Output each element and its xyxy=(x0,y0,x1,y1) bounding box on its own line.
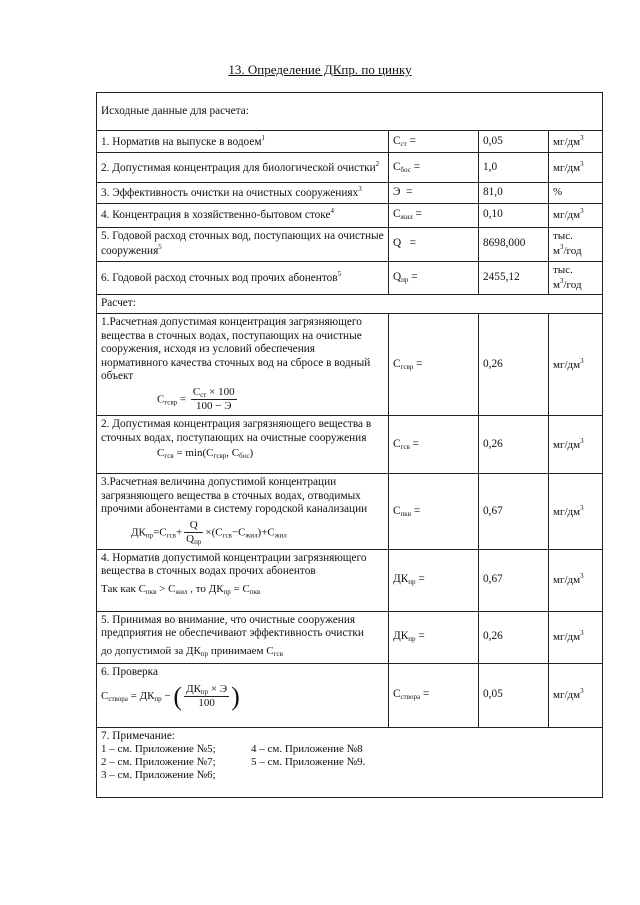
row-value: 0,10 xyxy=(479,203,549,227)
row-symbol: $С_{створа}$ = xyxy=(389,663,479,727)
formula: до допустимой за $ДК_{пр}$ принимаем $С_{гсв}$ xyxy=(101,644,283,658)
row-symbol: $С_{гсвр}$ = xyxy=(389,314,479,416)
row-symbol: $С_{жил}$ = xyxy=(389,203,479,227)
table-row xyxy=(97,416,603,474)
row-label: 1. Норматив на выпуске в водоем$^1$ xyxy=(97,131,389,153)
row-label: 6. Годовой расход сточных вод прочих абонентов$^5$ xyxy=(97,261,389,294)
row-symbol: $ДК_{пр}$ = xyxy=(389,611,479,663)
table-row xyxy=(97,203,603,227)
row-unit: $мг/дм^3$ xyxy=(549,153,603,183)
calc-text: 6. Проверка xyxy=(101,665,159,678)
table-row xyxy=(97,474,603,549)
table-row xyxy=(97,663,603,727)
note-item xyxy=(251,769,401,782)
row-label: 4. Концентрация в хозяйственно-бытовом стоке$^4$ xyxy=(97,203,389,227)
table-row xyxy=(97,183,603,204)
table-row xyxy=(97,314,603,416)
formula: $С_{гсвр}$ = $\frac{С_{ст} \times 100}{100 - Э}$ xyxy=(157,385,235,413)
row-value: 0,05 xyxy=(479,663,549,727)
row-symbol: $С_{ст}$ = xyxy=(389,131,479,153)
row-label: 2. Допустимая концентрация для биологической очистки$^2$ xyxy=(97,153,389,183)
row-symbol: $С_{гсв}$ = xyxy=(389,416,479,474)
input-header: Исходные данные для расчета: xyxy=(97,93,603,131)
note-item: 4 – см. Приложение №8 xyxy=(251,743,363,756)
calc-header: Расчет: xyxy=(97,295,603,314)
row-value: 0,26 xyxy=(479,416,549,474)
row-value: 8698,000 xyxy=(479,227,549,261)
row-unit: тыс. $м^3$/год xyxy=(549,261,603,294)
row-symbol: Q = xyxy=(389,227,479,261)
row-unit: $мг/дм^3$ xyxy=(549,314,603,416)
notes xyxy=(97,727,603,797)
page-title: 13. Определение ДКпр. по цинку xyxy=(228,62,412,77)
table-row xyxy=(97,549,603,611)
note-item: 5 – см. Приложение №9. xyxy=(251,756,366,769)
row-unit: $мг/дм^3$ xyxy=(549,474,603,549)
table-row xyxy=(97,153,603,183)
row-label xyxy=(97,474,389,549)
formula: Так как $С_{пкв} > С_{жил}$ , то $ДК_{пр} = С_{пкв}$ xyxy=(101,582,261,596)
row-label: 3. Эффективность очистки на очистных сооружениях$^3$ xyxy=(97,183,389,204)
calc-text: 5. Принимая во внимание, что очистные сооружения предприятия не обеспечивают эффективность очистки xyxy=(101,613,364,640)
table-row xyxy=(97,261,603,294)
row-unit: $мг/дм^3$ xyxy=(549,549,603,611)
row-unit: $мг/дм^3$ xyxy=(549,416,603,474)
table-row xyxy=(97,131,603,153)
calc-text: 2. Допустимая концентрация загрязняющего вещества в сточных водах, поступающих на очистные сооружения xyxy=(101,418,372,444)
row-symbol: Э = xyxy=(389,183,479,204)
formula: $ДК_{пр}=С_{гсв}+$ $\frac{Q}{Q_{пр}}$ $\times(С_{гсв}-С_{жил})+С_{жил}$ xyxy=(131,518,287,547)
input-header-row xyxy=(97,93,603,131)
row-value: 81,0 xyxy=(479,183,549,204)
row-label xyxy=(97,314,389,416)
notes-header: 7. Примечание: xyxy=(101,729,175,742)
row-unit: % xyxy=(549,183,603,204)
table-row xyxy=(97,227,603,261)
note-item: 2 – см. Приложение №7; xyxy=(101,756,216,769)
row-label xyxy=(97,416,389,474)
row-value: 0,67 xyxy=(479,474,549,549)
formula: $С_{гсв} = \min(С_{гсвр}$, $С_{бос}$) xyxy=(157,447,254,461)
row-label xyxy=(97,611,389,663)
table-row xyxy=(97,611,603,663)
calc-header-row xyxy=(97,295,603,314)
calc-text: 3.Расчетная величина допустимой концентрации загрязняющего вещества в сточных водах, отводимых прочими абонентами в систему городской канализации xyxy=(101,476,368,516)
row-unit: $мг/дм^3$ xyxy=(549,611,603,663)
row-value: 0,05 xyxy=(479,131,549,153)
row-unit: $мг/дм^3$ xyxy=(549,131,603,153)
formula: $С_{створа} = ДК_{пр}$ − ( $\frac{ДК_{пр} \times Э}{100}$ ) xyxy=(101,682,240,712)
notes-list xyxy=(101,743,598,783)
row-symbol: $ДК_{пр}$ = xyxy=(389,549,479,611)
row-symbol: $Q_{пр}$ = xyxy=(389,261,479,294)
row-label: 5. Годовой расход сточных вод, поступающих на очистные сооружения$^5$ xyxy=(97,227,389,261)
calc-text: 4. Норматив допустимой концентрации загрязняющего вещества в сточных водах прочих абонентов xyxy=(101,551,367,578)
row-value: 0,67 xyxy=(479,549,549,611)
note-item: 1 – см. Приложение №5; xyxy=(101,743,216,756)
row-unit: $мг/дм^3$ xyxy=(549,203,603,227)
row-unit: $мг/дм^3$ xyxy=(549,663,603,727)
row-value: 1,0 xyxy=(479,153,549,183)
note-item: 3 – см. Приложение №6; xyxy=(101,769,216,782)
calculation-table xyxy=(96,92,603,798)
row-value: 0,26 xyxy=(479,611,549,663)
row-label xyxy=(97,663,389,727)
row-unit: тыс. $м^3$/год xyxy=(549,227,603,261)
calc-text: 1.Расчетная допустимая концентрация загрязняющего вещества в сточных водах, поступающих на очистные сооружения, исходя из условий обеспечения нормативного качества сточных вод на сбросе в водный объект xyxy=(101,316,371,383)
row-symbol: $С_{бос}$ = xyxy=(389,153,479,183)
row-symbol: $С_{пкв}$ = xyxy=(389,474,479,549)
row-value: 0,26 xyxy=(479,314,549,416)
notes-row xyxy=(97,727,603,797)
row-label xyxy=(97,549,389,611)
row-value: 2455,12 xyxy=(479,261,549,294)
